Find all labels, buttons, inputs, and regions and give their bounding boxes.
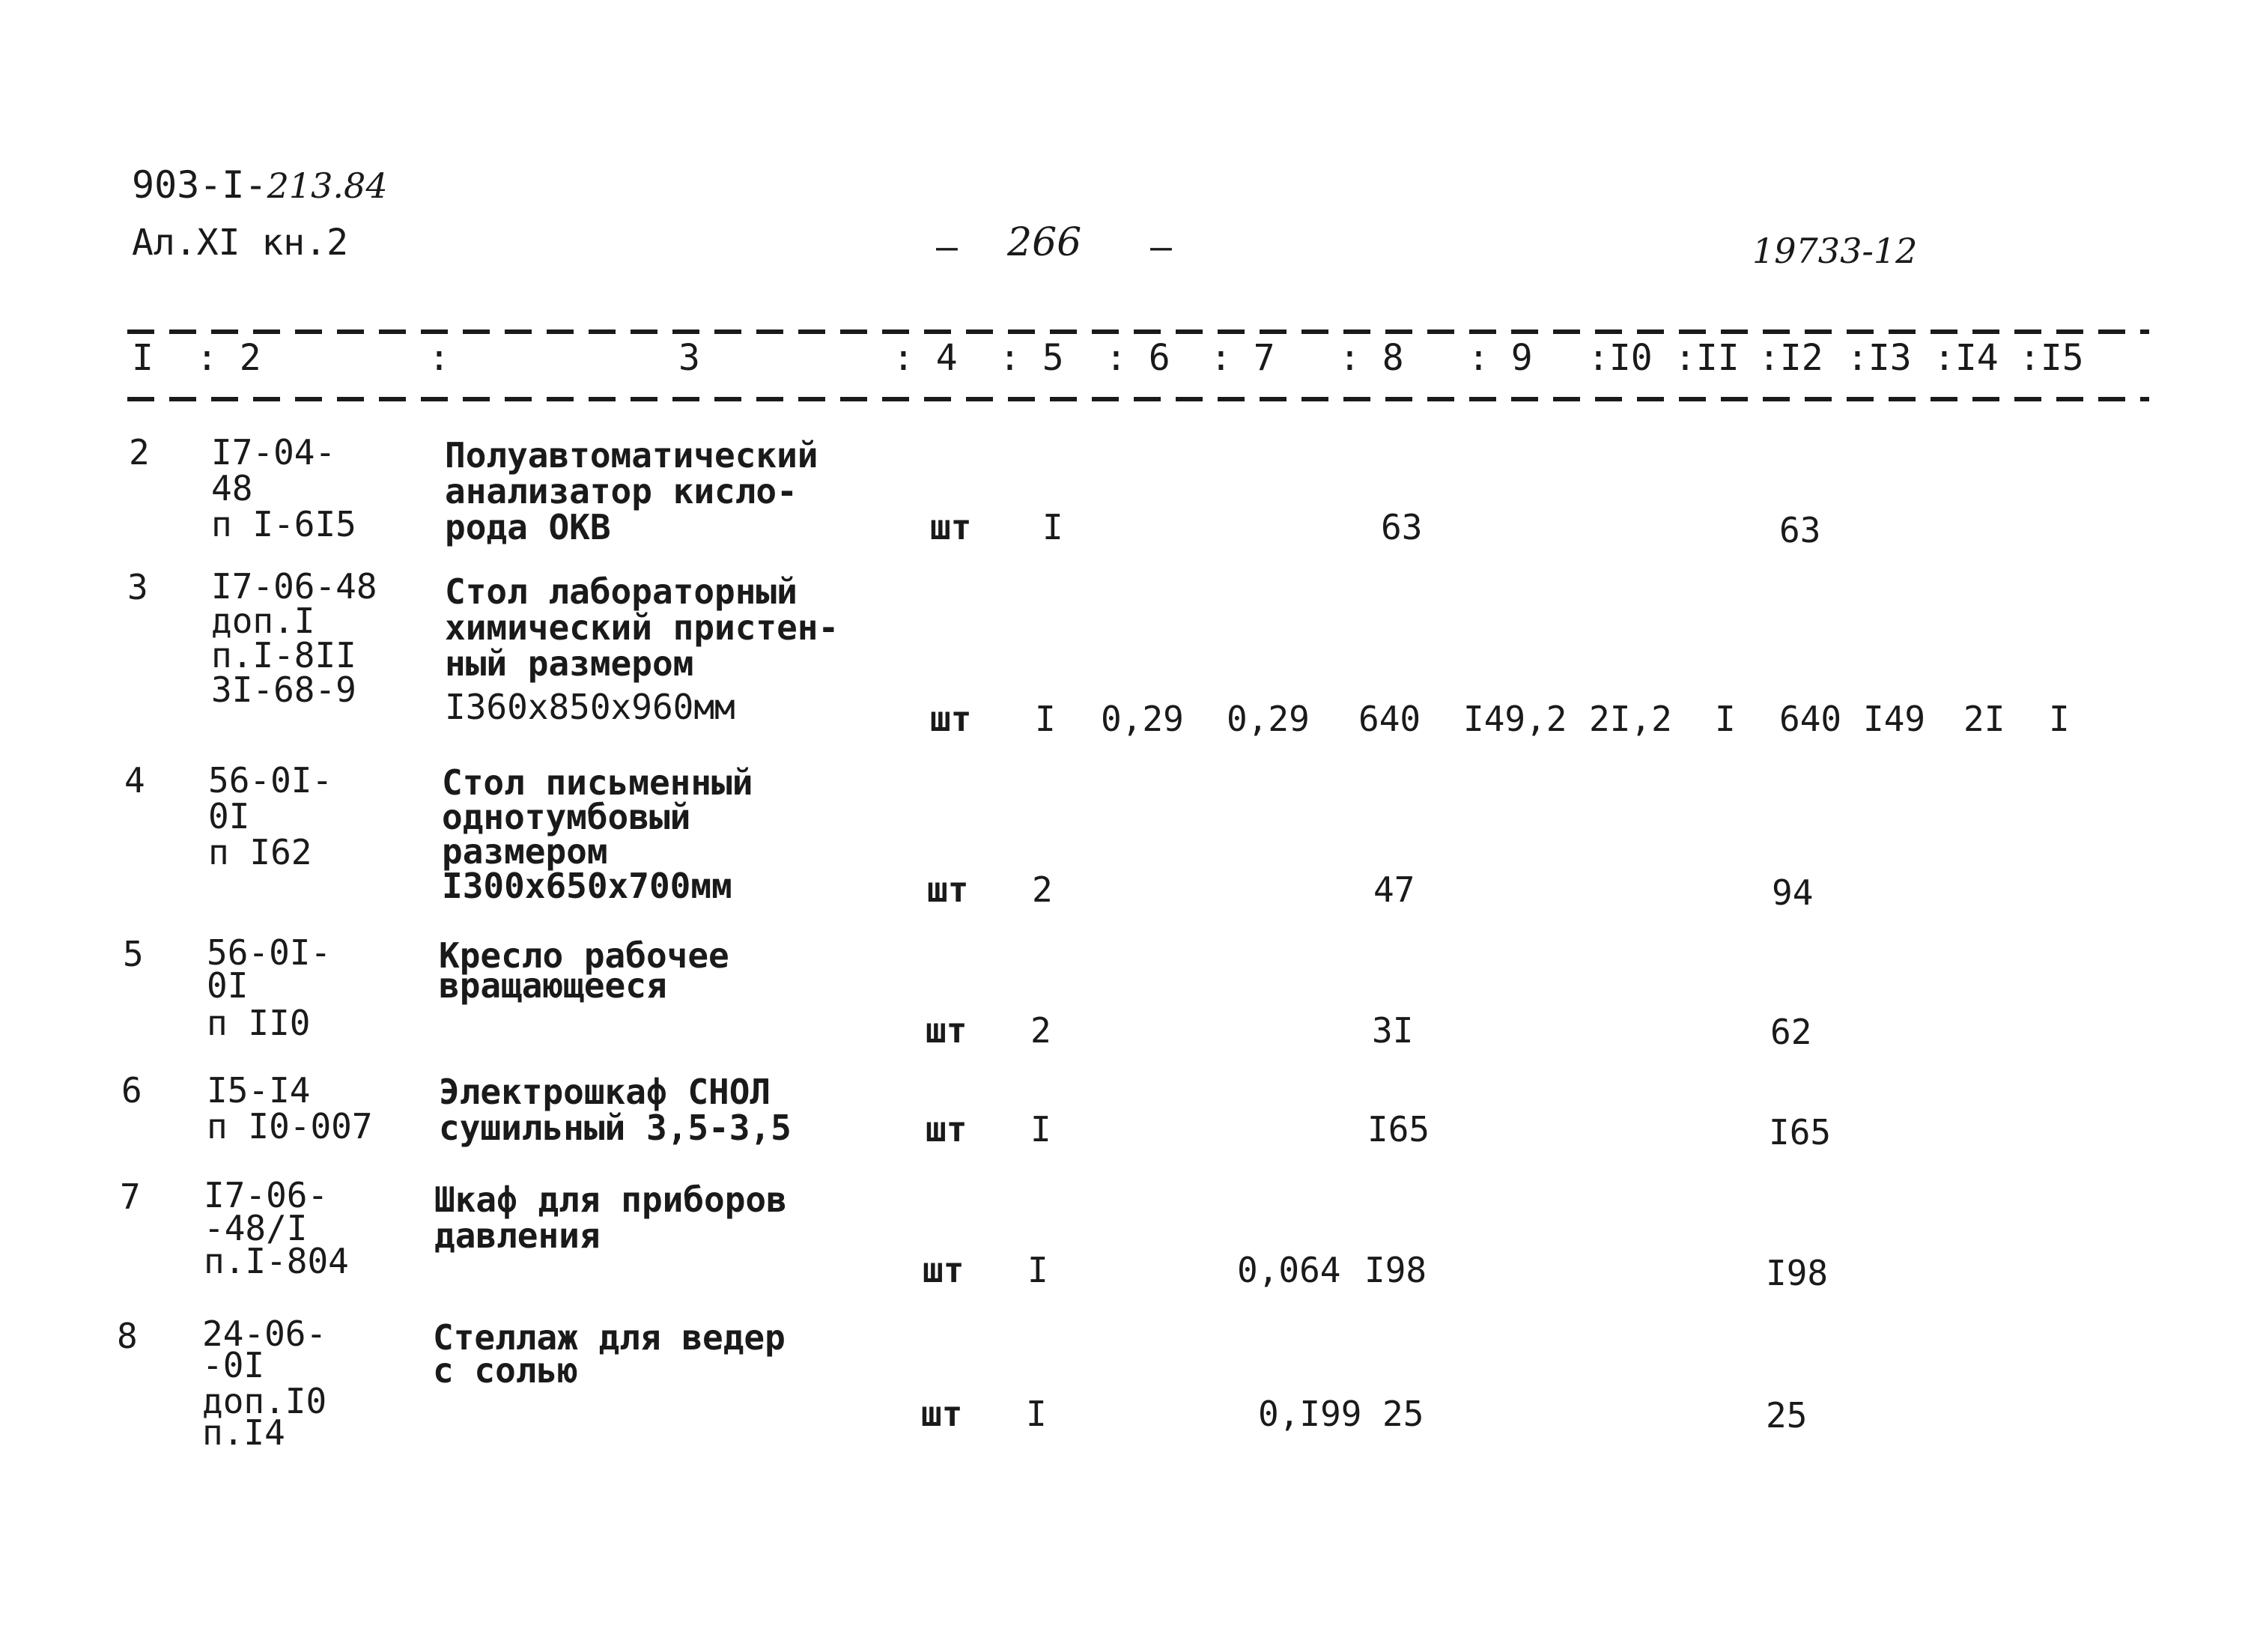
row-col8: I98 (1364, 1250, 1427, 1290)
name-line: вращающееся (439, 965, 667, 1006)
col-header-4: : 4 (893, 337, 958, 379)
col-header-15: :I5 (2019, 337, 2084, 379)
code-line: 56-0I- (207, 932, 332, 973)
row-code (211, 434, 356, 542)
code-line: -48/I (204, 1208, 308, 1248)
name-line: размером (442, 831, 608, 872)
code-line: 24-06- (202, 1314, 327, 1354)
row-col14: 2I (1963, 699, 2005, 739)
row-col13: I49 (1863, 699, 1926, 739)
name-line: сушильный 3,5-3,5 (439, 1108, 792, 1148)
row-code (202, 1314, 327, 1453)
row-number: 4 (124, 760, 145, 801)
page-dash-right: – (1150, 226, 1172, 268)
page-dash-left: – (936, 226, 958, 268)
code-line: п I-6I5 (211, 504, 356, 544)
col-header-5: : 5 (999, 337, 1064, 379)
col-header-11: :II (1674, 337, 1740, 379)
row-col12: 25 (1766, 1395, 1808, 1436)
row-number: 7 (120, 1176, 141, 1217)
code-line: I7-06-48 (211, 566, 377, 607)
name-line: Стол письменный (442, 762, 753, 803)
name-line: ный размером (445, 643, 694, 684)
row-qty: I (1030, 1109, 1051, 1150)
row-unit: шт (923, 1250, 965, 1290)
col-header-6: : 6 (1105, 337, 1170, 379)
row-name (445, 437, 818, 545)
row-col8: 25 (1382, 1394, 1424, 1434)
code-line: п.I4 (202, 1412, 285, 1453)
header-rule-bottom (127, 397, 2149, 401)
name-line: Полуавтоматический (445, 435, 818, 476)
row-col8: 3I (1372, 1010, 1414, 1051)
row-qty: I (1042, 507, 1063, 547)
code-line: I5-I4 (207, 1070, 311, 1111)
row-col8: 640 (1358, 699, 1421, 739)
name-line: анализатор кисло- (445, 471, 798, 511)
row-name (434, 1179, 787, 1256)
row-qty: 2 (1032, 869, 1053, 910)
row-name (433, 1317, 786, 1391)
name-line: с солью (433, 1350, 578, 1391)
code-line: доп.I0 (202, 1381, 327, 1421)
name-line: химический пристен- (445, 607, 839, 648)
row-unit: шт (930, 507, 972, 547)
row-col12: I98 (1766, 1253, 1829, 1293)
header-rule-top (127, 330, 2149, 334)
row-col8: I65 (1367, 1109, 1430, 1150)
row-col8: 63 (1381, 507, 1423, 547)
row-unit: шт (926, 1109, 968, 1150)
col-header-13: :I3 (1847, 337, 1912, 379)
code-line: 56-0I- (208, 760, 333, 801)
code-line: 0I (207, 965, 249, 1006)
row-unit: шт (930, 699, 972, 739)
row-qty: I (1035, 699, 1056, 739)
name-line: Шкаф для приборов (434, 1179, 787, 1220)
row-name (439, 1074, 792, 1146)
name-line: I360x850x960мм (445, 687, 735, 727)
row-col12: 94 (1772, 872, 1814, 913)
row-col11: I (1715, 699, 1736, 739)
row-col15: I (2049, 699, 2070, 739)
row-unit: шт (921, 1394, 963, 1434)
code-line: I7-04- (211, 432, 336, 473)
row-unit: шт (926, 1010, 968, 1051)
row-col8: 47 (1373, 869, 1415, 910)
row-code (208, 762, 332, 870)
col-header-14: :I4 (1934, 337, 1999, 379)
col-header-10: :I0 (1588, 337, 1653, 379)
code-line: 48 (211, 468, 253, 508)
row-number: 5 (123, 934, 144, 974)
code-line: п II0 (207, 1003, 311, 1043)
name-line: Стеллаж для ведер (433, 1317, 786, 1358)
code-line: п I0-007 (207, 1106, 373, 1147)
row-unit: шт (927, 869, 969, 910)
col-header-7: : 7 (1210, 337, 1275, 379)
col-header-12: :I2 (1758, 337, 1823, 379)
name-line: Кресло рабочее (439, 935, 729, 976)
row-col12: 62 (1770, 1012, 1812, 1052)
row-col7: 0,I99 (1258, 1394, 1362, 1434)
name-line: рода ОКВ (445, 507, 611, 547)
page-number: 266 (1007, 220, 1082, 265)
col-header-1: I (132, 337, 154, 379)
row-code (207, 1070, 373, 1147)
album-label: Ал.XI кн.2 (132, 222, 348, 264)
row-name (439, 935, 729, 1006)
row-number: 2 (129, 432, 150, 473)
row-number: 8 (117, 1316, 138, 1356)
row-col12: 63 (1779, 510, 1821, 550)
code-line: 0I (208, 796, 250, 836)
doc-code (132, 163, 388, 207)
code-line: -0I (202, 1345, 265, 1385)
row-name (442, 762, 753, 906)
row-number: 3 (127, 567, 148, 607)
row-col10: 2I,2 (1589, 699, 1672, 739)
row-qty: 2 (1030, 1010, 1051, 1051)
row-code (204, 1175, 349, 1281)
row-col12: I65 (1769, 1112, 1832, 1153)
row-code (211, 566, 377, 710)
col-header-3: 3 (678, 337, 700, 379)
row-col7: 0,064 (1237, 1250, 1341, 1290)
code-line: I7-06- (204, 1175, 329, 1215)
row-code (207, 932, 332, 1043)
name-line: Электрошкаф СНОЛ (439, 1072, 771, 1112)
code-line: 3I-68-9 (211, 669, 356, 710)
code-line: п.I-8II (211, 635, 356, 675)
name-line: Стол лабораторный (445, 571, 798, 612)
name-line: I300x650x700мм (442, 866, 732, 906)
code-line: п.I-804 (204, 1241, 349, 1281)
code-line: п I62 (208, 832, 312, 872)
row-col9: I49,2 (1463, 699, 1567, 739)
doc-code-printed: 903-I- (132, 163, 267, 207)
row-col7: 0,29 (1227, 699, 1310, 739)
row-qty: I (1027, 1250, 1048, 1290)
row-col6: 0,29 (1101, 699, 1184, 739)
name-line: однотумбовый (442, 797, 691, 837)
registry-number: 19733-12 (1752, 231, 1918, 271)
code-line: доп.I (211, 601, 315, 641)
row-name (445, 571, 839, 727)
name-line: давления (434, 1215, 601, 1256)
doc-code-handwritten: 213.84 (267, 165, 388, 206)
row-qty: I (1026, 1394, 1047, 1434)
row-col12: 640 (1779, 699, 1842, 739)
row-number: 6 (121, 1070, 142, 1111)
col-header-9: : 9 (1468, 337, 1533, 379)
col-header-2-sep: : (428, 337, 450, 379)
col-header-8: : 8 (1339, 337, 1404, 379)
col-header-2: : 2 (196, 337, 261, 379)
